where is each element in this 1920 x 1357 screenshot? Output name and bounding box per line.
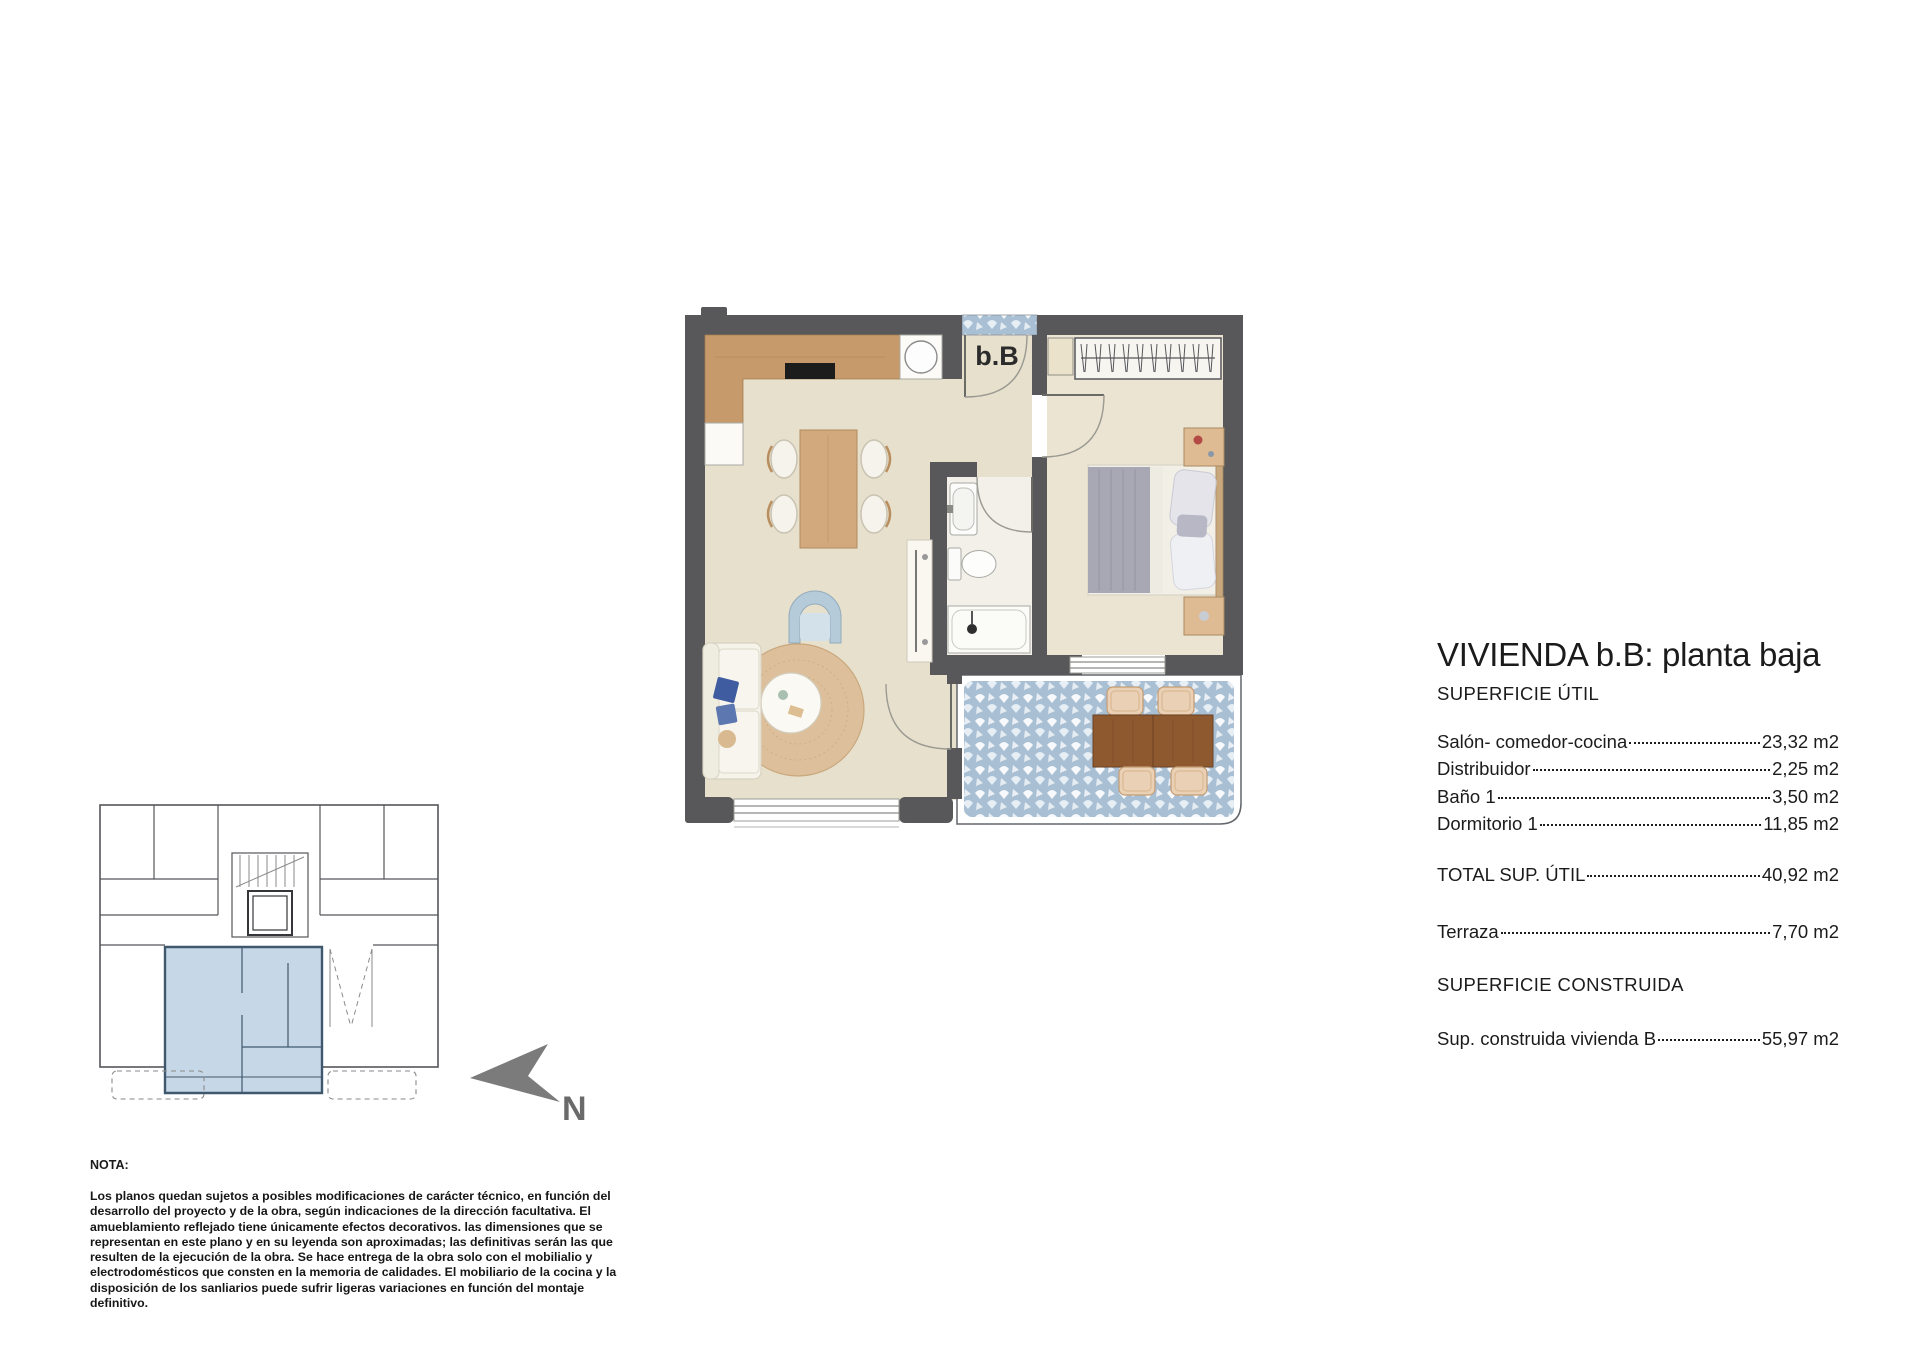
area-row-value: 2,25 m2 [1772,758,1839,779]
kitchen-sink [905,341,937,373]
stair-core [232,853,308,937]
terrace-chair [1171,767,1207,795]
headboard [1216,461,1223,599]
note-heading: NOTA: [90,1158,129,1172]
terraza-row [1437,921,1839,943]
entry-landing-tiles [962,315,1037,335]
wall-bathroom-left [930,462,947,675]
area-row [1437,813,1839,835]
leader-dots [1533,769,1771,771]
elevator [248,891,292,935]
details-panel [1437,636,1839,1076]
terraza-row-value: 7,70 m2 [1772,921,1839,942]
north-label: N [562,1090,587,1127]
armchair [789,591,841,643]
sofa-pillow [716,703,738,725]
area-row-label: Dormitorio 1 [1437,813,1538,834]
nightstand-top [1184,428,1224,466]
wall-bedroom-bottom-right [1165,655,1243,675]
superficie-util-heading: SUPERFICIE ÚTIL [1437,683,1600,704]
area-row-label: Distribuidor [1437,758,1531,779]
bathtub [948,606,1030,653]
north-arrow-icon [470,1044,560,1102]
leader-dots [1629,742,1760,744]
area-row-label: Salón- comedor-cocina [1437,731,1628,752]
key-plan [90,795,448,1125]
cooktop [785,363,835,379]
construida-row-label: Sup. construida vivienda B [1437,1028,1657,1049]
leader-dots [1587,875,1759,877]
page-title: VIVIENDA b.B: planta baja [1437,636,1821,673]
terraza-row-label: Terraza [1437,921,1499,942]
living-window [734,799,899,827]
wardrobe [1075,338,1221,379]
bathroom-sink [947,483,977,535]
unit-label: b.B [975,341,1019,371]
wall-bathroom-top [947,462,977,477]
wall-top-left [685,315,962,335]
coffee-table [761,673,821,733]
leader-dots [1658,1039,1760,1041]
note-block [90,1158,622,1311]
toilet [948,548,996,580]
kitchen-cabinet [705,423,743,465]
area-row-value: 3,50 m2 [1772,786,1839,807]
wall-left [685,315,705,823]
superficie-construida-heading: SUPERFICIE CONSTRUIDA [1437,974,1684,995]
bedroom-cabinet [1048,338,1073,375]
dining-chair [861,440,887,478]
north-arrow [462,1032,602,1127]
leader-dots [1540,824,1761,826]
note-body: Los planos quedan sujetos a posibles modificaciones de carácter técnico, en función del desarrollo del proyecto y de la obra, según indicaciones de la dirección facultativa. El amueblamiento reflejado tiene únicamente efectos decorativos. las dimensiones que se representan en este plano y en su leyenda son aproximadas; las definitivas serán las que resulten de la ejecución de la obra. Se hace entrega de la obra solo con el mobilialio y electrodomésticos que consten en la memoria de calidades. El mobiliario de la cocina y la disposición de los sanliarios puede sufrir ligeras variaciones en función del montaje definitivo. [90,1189,617,1311]
sofa-pillow-round [718,730,736,748]
pillow-accent [1176,514,1207,538]
dining-chair [771,495,797,533]
wall-bottom-right-block [899,797,953,823]
leader-dots [1498,797,1771,799]
terrace-chair [1119,767,1155,795]
area-row [1437,786,1839,808]
leader-dots [1501,932,1770,934]
total-row-label: TOTAL SUP. ÚTIL [1437,864,1586,885]
dining-chair [861,495,887,533]
stair-void-dashed [330,949,372,1027]
terrace-chair [1158,687,1194,715]
construida-row-value: 55,97 m2 [1761,1028,1839,1049]
area-row [1437,731,1839,753]
dining-chair [771,440,797,478]
area-row [1437,758,1839,780]
wall-terrace-lower [947,748,962,799]
pillow [1170,531,1217,590]
sofa [703,643,761,779]
wall-right [1223,335,1243,675]
bed [1088,461,1223,599]
wall-bottom-left-block [685,797,734,823]
blanket [1088,467,1150,593]
wall-entry-pillar [942,335,962,379]
bedroom-window [1070,657,1165,673]
area-row-label: Baño 1 [1437,786,1496,807]
area-row-value: 23,32 m2 [1761,731,1839,752]
total-row [1437,864,1839,886]
wall-top-right [1037,315,1243,335]
total-row-value: 40,92 m2 [1761,864,1839,885]
construida-row [1437,1028,1839,1050]
wall-bedroom-lower [1032,457,1047,655]
console-table [907,540,932,662]
terrace-chair [1107,687,1143,715]
wall-bedroom-upper [1032,335,1047,395]
highlighted-unit [165,947,322,1093]
area-row-value: 11,85 m2 [1763,813,1839,834]
floor-plan [685,307,1245,832]
wall-bathroom-bottom [930,655,1082,675]
wall-terrace-upper [947,675,962,684]
nightstand-bottom [1184,597,1224,635]
